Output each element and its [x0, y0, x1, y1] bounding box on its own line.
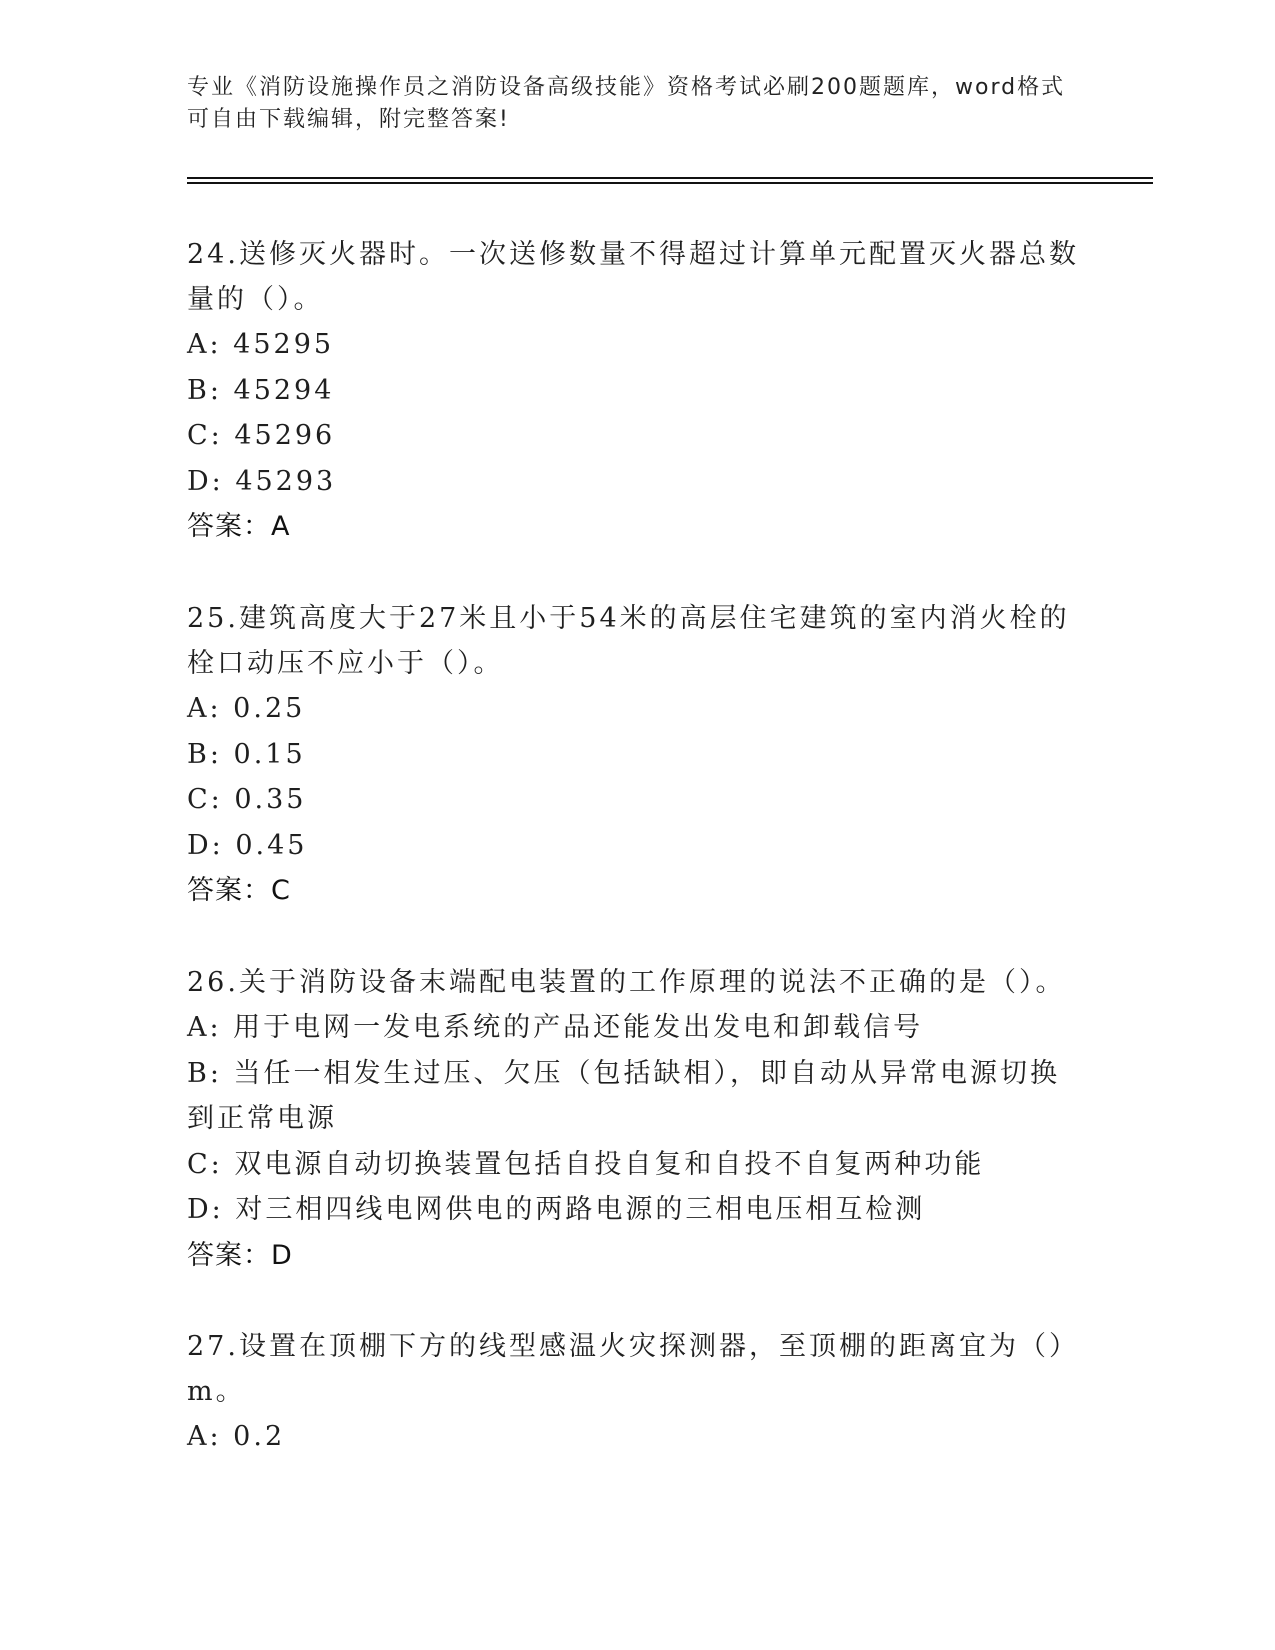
question-stem: 25.建筑高度大于27米且小于54米的高层住宅建筑的室内消火栓的栓口动压不应小于（）。	[187, 603, 1070, 679]
question-stem: 27.设置在顶棚下方的线型感温火灾探测器，至顶棚的距离宜为（）m。	[187, 1331, 1079, 1407]
question-24	[187, 232, 1087, 550]
document-header: 专业《消防设施操作员之消防设备高级技能》资格考试必刷200题题库，word格式可自由下载编辑，附完整答案!	[187, 75, 1066, 132]
question-stem: 26.关于消防设备末端配电装置的工作原理的说法不正确的是（）。	[187, 967, 1066, 998]
header-divider-bottom	[187, 182, 1153, 184]
option-c: C: 双电源自动切换装置包括自投自复和自投不自复两种功能	[187, 1148, 985, 1180]
option-a: A: 45295	[187, 329, 335, 360]
option-b: B: 45294	[187, 374, 335, 406]
option-a: A: 0.2	[187, 1421, 286, 1452]
question-27	[187, 1324, 1087, 1460]
option-a: A: 0.25	[187, 693, 306, 724]
option-d: D: 45293	[187, 465, 337, 497]
option-d: D: 对三相四线电网供电的两路电源的三相电压相互检测	[187, 1194, 926, 1225]
question-stem: 24.送修灭火器时。一次送修数量不得超过计算单元配置灭火器总数量的（）。	[187, 239, 1079, 315]
option-c: C: 45296	[187, 420, 336, 451]
option-c: C: 0.35	[187, 784, 307, 815]
option-b: B: 当任一相发生过压、欠压（包括缺相），即自动从异常电源切换到正常电源	[187, 1057, 1061, 1134]
option-a: A: 用于电网一发电系统的产品还能发出发电和卸载信号	[187, 1012, 924, 1043]
answer-line: 答案：A	[187, 511, 291, 542]
option-b: B: 0.15	[187, 738, 306, 770]
option-d: D: 0.45	[187, 829, 308, 861]
header-divider-top	[187, 177, 1153, 179]
question-26	[187, 960, 1087, 1279]
answer-line: 答案：C	[187, 875, 291, 906]
answer-line: 答案：D	[187, 1239, 293, 1271]
question-25	[187, 596, 1087, 914]
